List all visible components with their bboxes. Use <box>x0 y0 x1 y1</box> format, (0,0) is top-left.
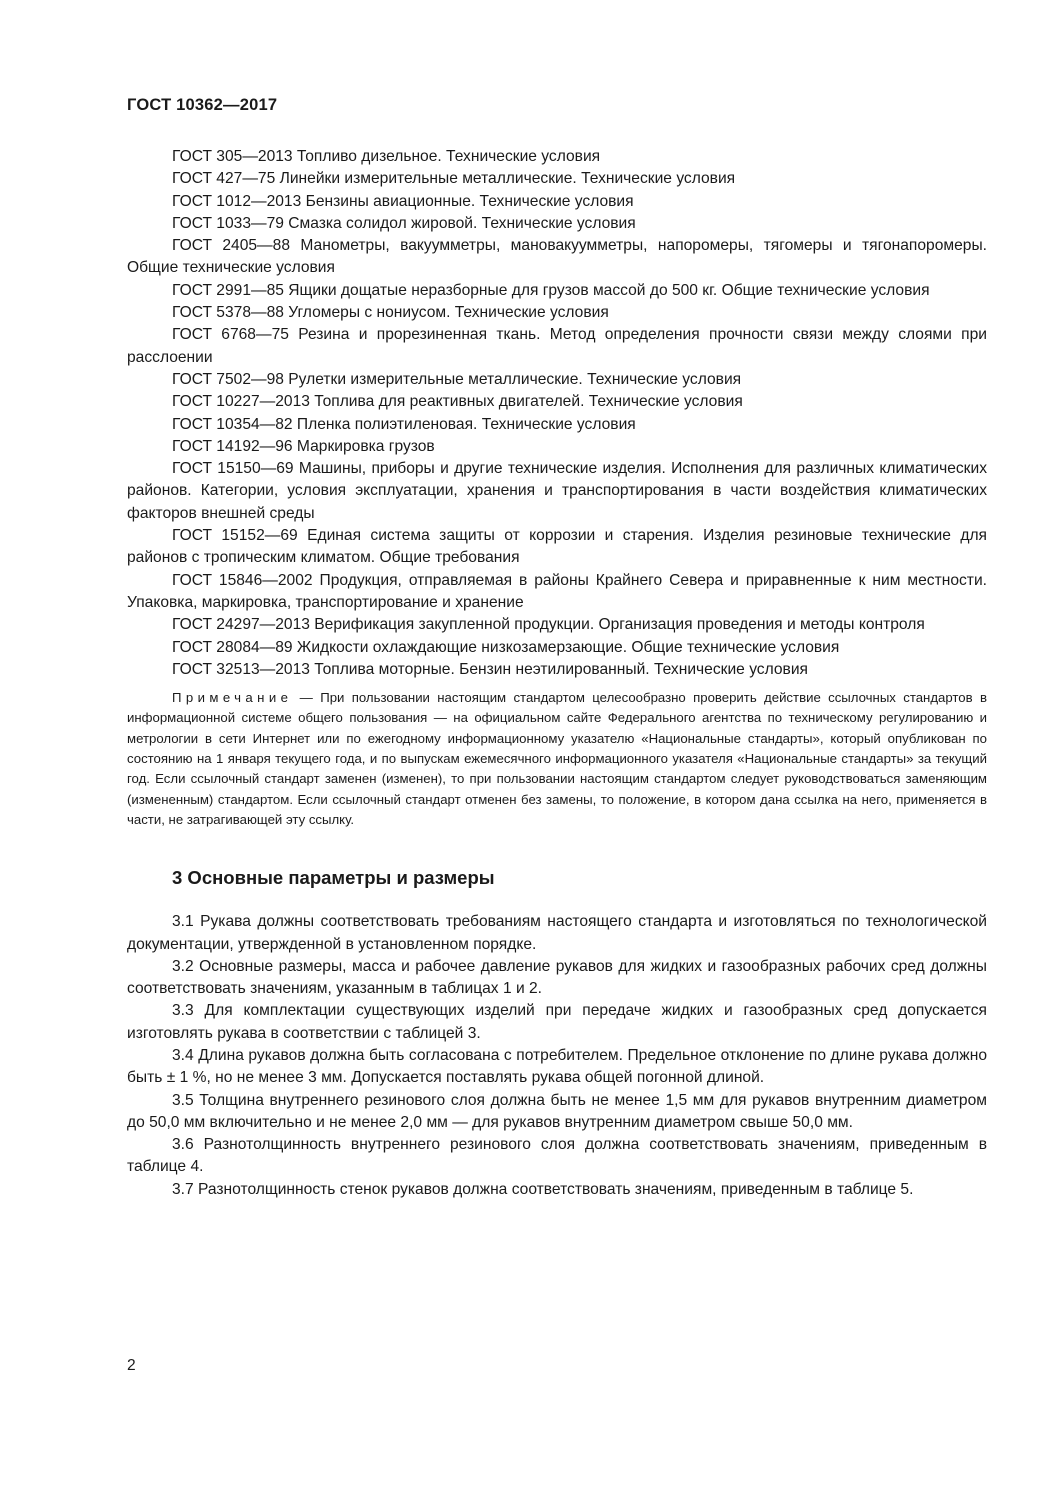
section-body <box>127 911 987 1201</box>
reference-item: ГОСТ 427—75 Линейки измерительные металлические. Технические условия <box>172 170 736 188</box>
section-paragraph: 3.1 Рукава должны соответствовать требованиям настоящего стандарта и изготовляться по технологической документации, утвержденной в установленном порядке. <box>127 913 987 953</box>
reference-item: ГОСТ 24297—2013 Верификация закупленной продукции. Организация проведения и методы контроля <box>172 616 925 634</box>
normative-references-list <box>127 146 987 681</box>
document-header: ГОСТ 10362—2017 <box>127 96 278 114</box>
section-paragraph: 3.5 Толщина внутреннего резинового слоя должна быть не менее 1,5 мм для рукавов внутренним диаметром до 50,0 мм включительно и не менее 2,0 мм — для рукавов внутренним диаметром свыше 50,0 мм. <box>127 1091 987 1131</box>
reference-item: ГОСТ 5378—88 Угломеры с нониусом. Технические условия <box>172 304 609 322</box>
reference-item: ГОСТ 10354—82 Пленка полиэтиленовая. Технические условия <box>172 415 636 433</box>
reference-item: ГОСТ 7502—98 Рулетки измерительные металлические. Технические условия <box>172 370 742 388</box>
reference-item: ГОСТ 15150—69 Машины, приборы и другие технические изделия. Исполнения для различных климатических районов. Категории, условия эксплуатации, хранения и транспортирования в части воздействия климатических факторов внешней среды <box>127 460 987 522</box>
reference-item: ГОСТ 305—2013 Топливо дизельное. Технические условия <box>172 148 601 165</box>
reference-item: ГОСТ 28084—89 Жидкости охлаждающие низкозамерзающие. Общие технические условия <box>172 638 840 656</box>
note-text: — При пользовании настоящим стандартом целесообразно проверить действие ссылочных стандартов в информационной системе общего пользования — на официальном сайте Федерального агентства по техническому регулированию и метрологии в сети Интернет или по ежегодному информационному указателю «Национальные стандарты», который опубликован по состоянию на 1 января текущего года, и по выпускам ежемесячного информационного указателя «Национальные стандарты» за текущий год. Если ссылочный стандарт заменен (изменен), то при пользовании настоящим стандартом следует руководствоваться заменяющим (измененным) стандартом. Если ссылочный стандарт отменен без замены, то положение, в котором дана ссылка на него, применяется в части, не затрагивающей эту ссылку. <box>127 690 987 827</box>
document-body <box>127 146 987 1201</box>
reference-item: ГОСТ 10227—2013 Топлива для реактивных двигателей. Технические условия <box>172 393 743 411</box>
note-paragraph <box>127 688 987 830</box>
reference-item: ГОСТ 15846—2002 Продукция, отправляемая в районы Крайнего Севера и приравненные к ним местности. Упаковка, маркировка, транспортирование и хранение <box>127 571 987 611</box>
section-paragraph: 3.2 Основные размеры, масса и рабочее давление рукавов для жидких и газообразных рабочих сред должны соответствовать значениям, указанным в таблицах 1 и 2. <box>127 957 987 998</box>
reference-item: ГОСТ 1012—2013 Бензины авиационные. Технические условия <box>172 192 634 210</box>
reference-item: ГОСТ 15152—69 Единая система защиты от коррозии и старения. Изделия резиновые технические для районов с тропическим климатом. Общие требования <box>127 527 987 567</box>
section-paragraph: 3.4 Длина рукавов должна быть согласована с потребителем. Предельное отклонение по длине рукава должно быть ± 1 %, но не менее 3 мм. Допускается поставлять рукава общей погонной длиной. <box>127 1046 987 1087</box>
reference-item: ГОСТ 2991—85 Ящики дощатые неразборные для грузов массой до 500 кг. Общие технические условия <box>172 281 930 299</box>
reference-item: ГОСТ 2405—88 Манометры, вакуумметры, мановакуумметры, напоромеры, тягомеры и тягонапоромеры. Общие технические условия <box>127 237 987 277</box>
section-paragraph: 3.3 Для комплектации существующих изделий при передаче жидких и газообразных сред допускается изготовлять рукава в соответствии с таблицей 3. <box>127 1002 987 1042</box>
section-paragraph: 3.7 Разнотолщинность стенок рукавов должна соответствовать значениям, приведенным в таблице 5. <box>172 1180 914 1198</box>
reference-item: ГОСТ 32513—2013 Топлива моторные. Бензин неэтилированный. Технические условия <box>172 660 808 678</box>
page-number: 2 <box>127 1357 136 1374</box>
reference-item: ГОСТ 14192—96 Маркировка грузов <box>172 437 435 455</box>
section-heading: 3 Основные параметры и размеры <box>172 867 495 889</box>
reference-item: ГОСТ 1033—79 Смазка солидол жировой. Технические условия <box>172 214 636 232</box>
reference-item: ГОСТ 6768—75 Резина и прорезиненная ткань. Метод определения прочности связи между слоями при расслоении <box>127 326 987 366</box>
note-label: Примечание <box>172 690 293 706</box>
section-paragraph: 3.6 Разнотолщинность внутреннего резинового слоя должна соответствовать значениям, приведенным в таблице 4. <box>127 1136 987 1176</box>
